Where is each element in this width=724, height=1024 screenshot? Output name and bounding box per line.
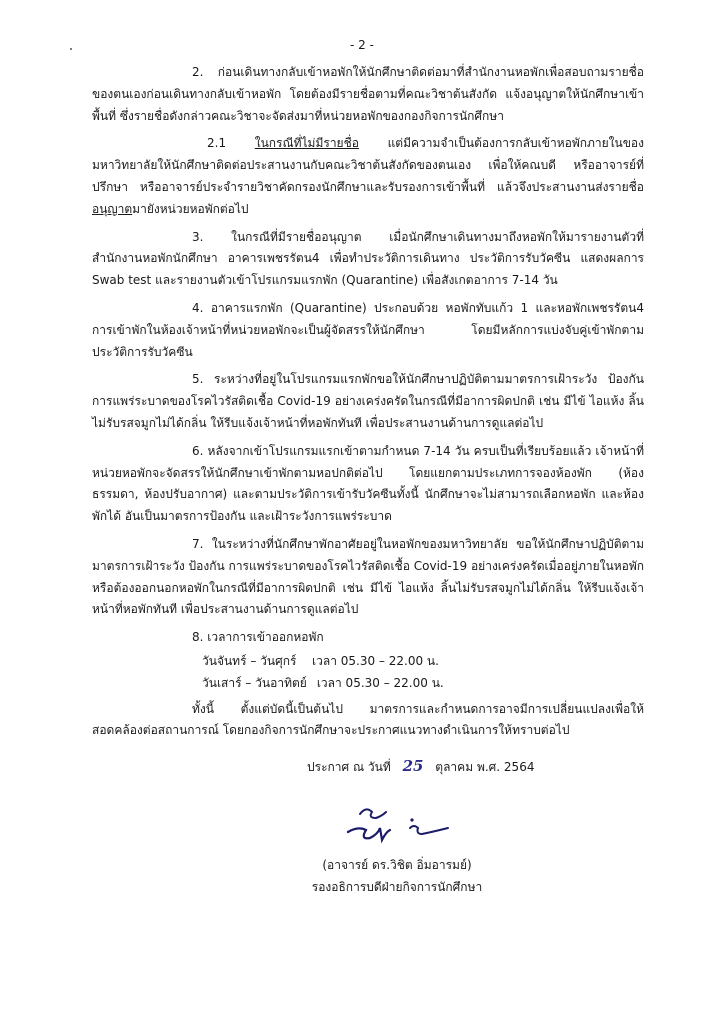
scan-speck: [70, 48, 72, 50]
document-body: [92, 62, 644, 779]
paragraph-6: 6. หลังจากเข้าโปรแกรมแรกเข้าตามกำหนด 7-14 วัน ครบเป็นที่เรียบร้อยแล้ว เจ้าหน้าที่หน่วยหอพักจะจัดสรรให้นักศึกษาเข้าพักตามหอปกติต่อไป โดยแยกตามประเภทการจองห้องพัก (ห้องธรรมดา, ห้องปรับอากาศ) และตามประวัติการเข้ารับวัคซีนทั้งนี้ นักศึกษาจะไม่สามารถเลือกหอพัก และห้องพักได้ อันเป็นมาตรการป้องกัน และเฝ้าระวังการแพร่ระบาด: [92, 443, 644, 524]
paragraph-2: 2. ก่อนเดินทางกลับเข้าหอพักให้นักศึกษาติดต่อมาที่สำนักงานหอพักเพื่อสอบถามรายชื่อของตนเองก่อนเดินทางกลับเข้าหอพัก โดยต้องมีรายชื่อตามที่คณะวิชาต้นสังกัด แจ้งอนุญาตให้นักศึกษาเข้าพื้นที่ ซึ่งรายชื่อดังกล่าวคณะวิชาจะจัดส่งมาที่หน่วยหอพักของกองกิจการนักศึกษา: [92, 65, 644, 123]
paragraph-2-1-end: มายังหน่วยหอพักต่อไป: [132, 201, 249, 216]
announcement-year: 2564: [503, 760, 535, 775]
paragraph-7: 7. ในระหว่างที่นักศึกษาพักอาศัยอยู่ในหอพักของมหาวิทยาลัย ขอให้นักศึกษาปฏิบัติตามมาตรการเฝ้าระวัง ป้องกัน การแพร่ระบาดของโรคไวรัสติดเชื้อ Covid-19 อย่างเคร่งครัดเมื่ออยู่ภายในหอพักหรือต้องออกนอกหอพักในกรณีที่มีอาการผิดปกติ เช่น มีไข้ ไอแห้ง ลิ้นไม่รับรสจมูกไม่ได้กลิ่น ให้รีบแจ้งเจ้าหน้าที่หอพักทันที เพื่อประสานงานด้านการดูแลต่อไป: [92, 536, 644, 617]
announcement-prefix: ประกาศ ณ วันที่: [307, 760, 391, 775]
no-name-case-underlined: ในกรณีที่ไม่มีรายชื่อ: [254, 136, 359, 151]
paragraph-3: 3. ในกรณีที่มีรายชื่ออนุญาต เมื่อนักศึกษาเดินทางมาถึงหอพักให้มารายงานตัวที่สำนักงานหอพักนักศึกษา อาคารเพชรรัตน4 เพื่อทำประวัติการเดินทาง ประวัติการรับวัคซีน แสดงผลการ Swab test และรายงานตัวเข้าโปรแกรมแรกพัก (Quarantine) เพื่อสังเกตอาการ 7-14 วัน: [92, 229, 644, 288]
paragraph-5: 5. ระหว่างที่อยู่ในโปรแกรมแรกพักขอให้นักศึกษาปฏิบัติตามมาตรการเฝ้าระวัง ป้องกันการแพร่ระบาดของโรคไวรัสติดเชื้อ Covid-19 อย่างเคร่งครัดในกรณีที่มีอาการผิดปกติ เช่น มีไข้ ไอแห้ง ลิ้นไม่รับรสจมูกไม่ได้กลิ่น ให้รีบแจ้งเจ้าหน้าที่หอพักทันที เพื่อประสานงานด้านการดูแลต่อไป: [92, 372, 644, 430]
permitted-underlined: อนุญาต: [92, 201, 133, 216]
announcement-month: ตุลาคม: [435, 760, 474, 775]
schedule-weekend-days: วันเสาร์ – วันอาทิตย์: [202, 675, 307, 690]
signer-position: รองอธิการบดีฝ่ายกิจการนักศึกษา: [311, 880, 483, 894]
paragraph-8: 8. เวลาการเข้าออกหอพัก: [192, 630, 324, 645]
schedule-row-weekend: [202, 673, 644, 695]
schedule-weekday-days: วันจันทร์ – วันศุกร์: [202, 653, 297, 668]
paragraph-final: ทั้งนี้ ตั้งแต่บัดนี้เป็นต้นไป มาตรการและกำหนดการอาจมีการเปลี่ยนแปลงเพื่อให้สอดคล้องต่อสถานการณ์ โดยกองกิจการนักศึกษาจะประกาศแนวทางดำเนินการให้ทราบต่อไป: [92, 701, 644, 738]
dorm-hours-schedule: [92, 651, 644, 695]
handwritten-signature: [340, 800, 460, 850]
signer-name: (อาจารย์ ดร.วิชิต อิ่มอารมย์): [322, 858, 472, 872]
schedule-weekend-time: เวลา 05.30 – 22.00 น.: [316, 675, 444, 690]
paragraph-2-1-body: แต่มีความจำเป็นต้องการกลับเข้าหอพักภายในของมหาวิทยาลัยให้นักศึกษาติดต่อประสานงานกับคณะวิชาต้นสังกัดของตนเอง เพื่อให้คณบดี หรืออาจารย์ที่ปรึกษา หรืออาจารย์ประจำรายวิชาคัดกรองนักศึกษาและรับรองการเข้าพื้นที่ แล้วจึงประสานงานส่งรายชื่อ: [92, 136, 644, 194]
paragraph-2-1-prefix: 2.1: [207, 136, 255, 151]
announcement-year-label: พ.ศ.: [476, 760, 501, 775]
paragraph-4: 4. อาคารแรกพัก (Quarantine) ประกอบด้วย หอพักทับแก้ว 1 และหอพักเพชรรัตน4 การเข้าพักในห้องเจ้าหน้าที่หน่วยหอพักจะเป็นผู้จัดสรรให้นักศึกษา โดยมีหลักการแบ่งจับคู่เข้าพักตามประวัติการรับวัคซีน: [92, 300, 644, 359]
schedule-row-weekday: [202, 651, 644, 673]
paragraph-2-1: [92, 133, 644, 220]
announcement-day-handwritten: 25: [402, 757, 424, 776]
page-number: - 2 -: [350, 38, 374, 52]
announcement-date: [92, 756, 644, 779]
schedule-weekday-time: เวลา 05.30 – 22.00 น.: [312, 653, 439, 668]
